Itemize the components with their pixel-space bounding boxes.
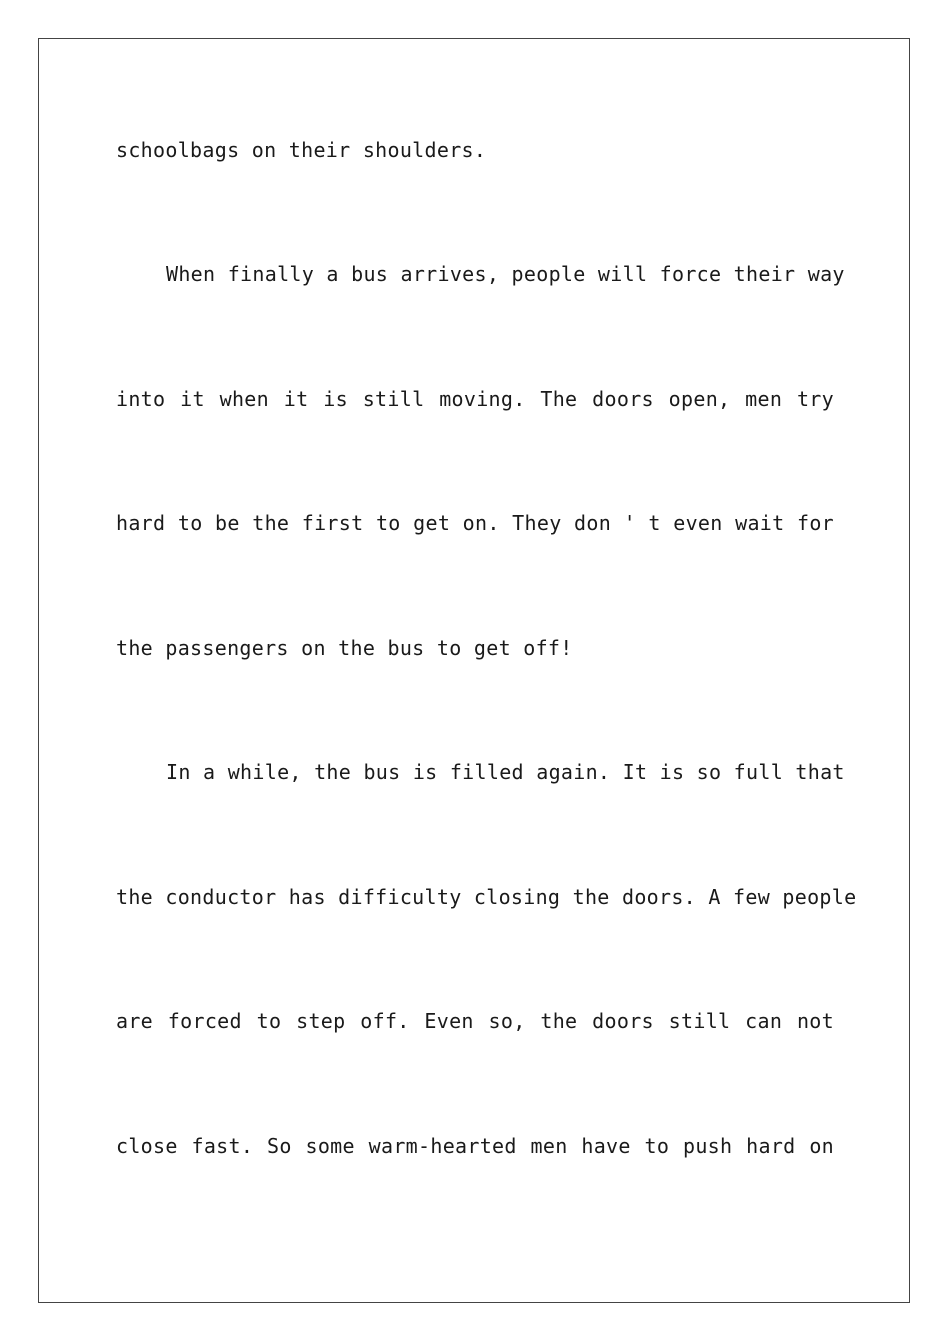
text-line: into it when it is still moving. The doors open, men try xyxy=(116,387,834,411)
text-line: close fast. So some warm-hearted men have to push hard on xyxy=(116,1134,834,1158)
text-line: the conductor has difficulty closing the doors. A few people xyxy=(116,885,857,909)
page-border xyxy=(38,38,910,1303)
text-line: In a while, the bus is filled again. It is so full that xyxy=(166,760,845,784)
text-line: When finally a bus arrives, people will force their way xyxy=(166,262,845,286)
text-line: are forced to step off. Even so, the doors still can not xyxy=(116,1009,834,1033)
text-line: schoolbags on their shoulders. xyxy=(116,138,487,162)
text-line: hard to be the first to get on. They don ' t even wait for xyxy=(116,511,834,535)
text-line: the passengers on the bus to get off! xyxy=(116,636,573,660)
